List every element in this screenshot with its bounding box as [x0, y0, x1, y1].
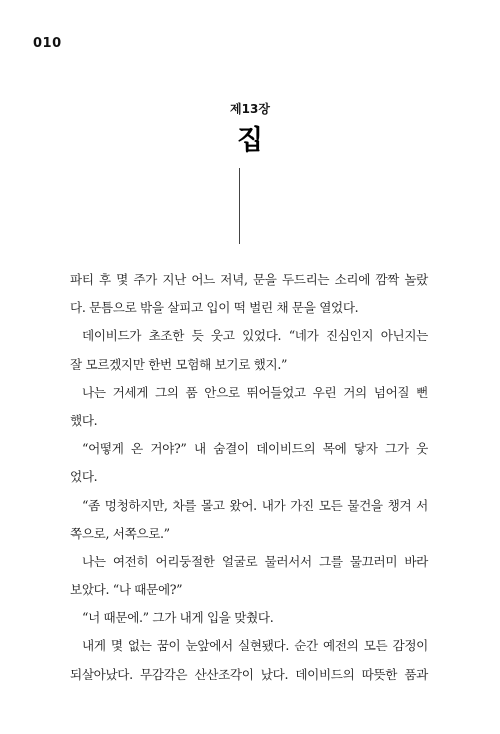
text-line: “너 때문에.” 그가 내게 입을 맞췄다.	[82, 610, 274, 626]
text-line: 나는 거세게 그의 품 안으로 뛰어들었고 우린 거의 넘어질 뻔	[82, 384, 428, 400]
text-line: 쪽으로, 서쪽으로.”	[70, 525, 170, 541]
text-line: 되살아났다. 무감각은 산산조각이 났다. 데이비드의 따뜻한 품과	[70, 666, 428, 682]
text-line: 데이비드가 초조한 듯 웃고 있었다. “네가 진심인지 아닌지는	[82, 328, 428, 344]
text-line: 다. 문틈으로 밖을 살피고 입이 떡 벌린 채 문을 열었다.	[70, 300, 359, 316]
text-line: “어떻게 온 거야?” 내 숨결이 데이비드의 목에 닿자 그가 웃	[82, 441, 428, 457]
text-line: 었다.	[70, 469, 98, 485]
text-line: 파티 후 몇 주가 지난 어느 저녁, 문을 두드리는 소리에 깜짝 놀랐	[70, 272, 428, 287]
text-line: 보았다. “나 때문에?”	[70, 582, 183, 598]
body-text	[70, 266, 428, 689]
text-line: “좀 멍청하지만, 차를 몰고 왔어. 내가 가진 모든 물건을 챙겨 서	[82, 497, 428, 513]
page-number: 010	[33, 36, 62, 51]
vertical-divider	[239, 168, 240, 244]
text-line: 했다.	[70, 412, 98, 428]
chapter-title: 집	[236, 125, 264, 156]
text-line: 잘 모르겠지만 한번 모험해 보기로 했지.”	[70, 356, 288, 372]
text-line: 내게 몇 없는 꿈이 눈앞에서 실현됐다. 순간 예전의 모든 감정이	[82, 638, 428, 654]
text-line: 나는 여전히 어리둥절한 얼굴로 물러서서 그를 물끄러미 바라	[82, 553, 428, 569]
chapter-label: 제13장	[230, 102, 270, 116]
